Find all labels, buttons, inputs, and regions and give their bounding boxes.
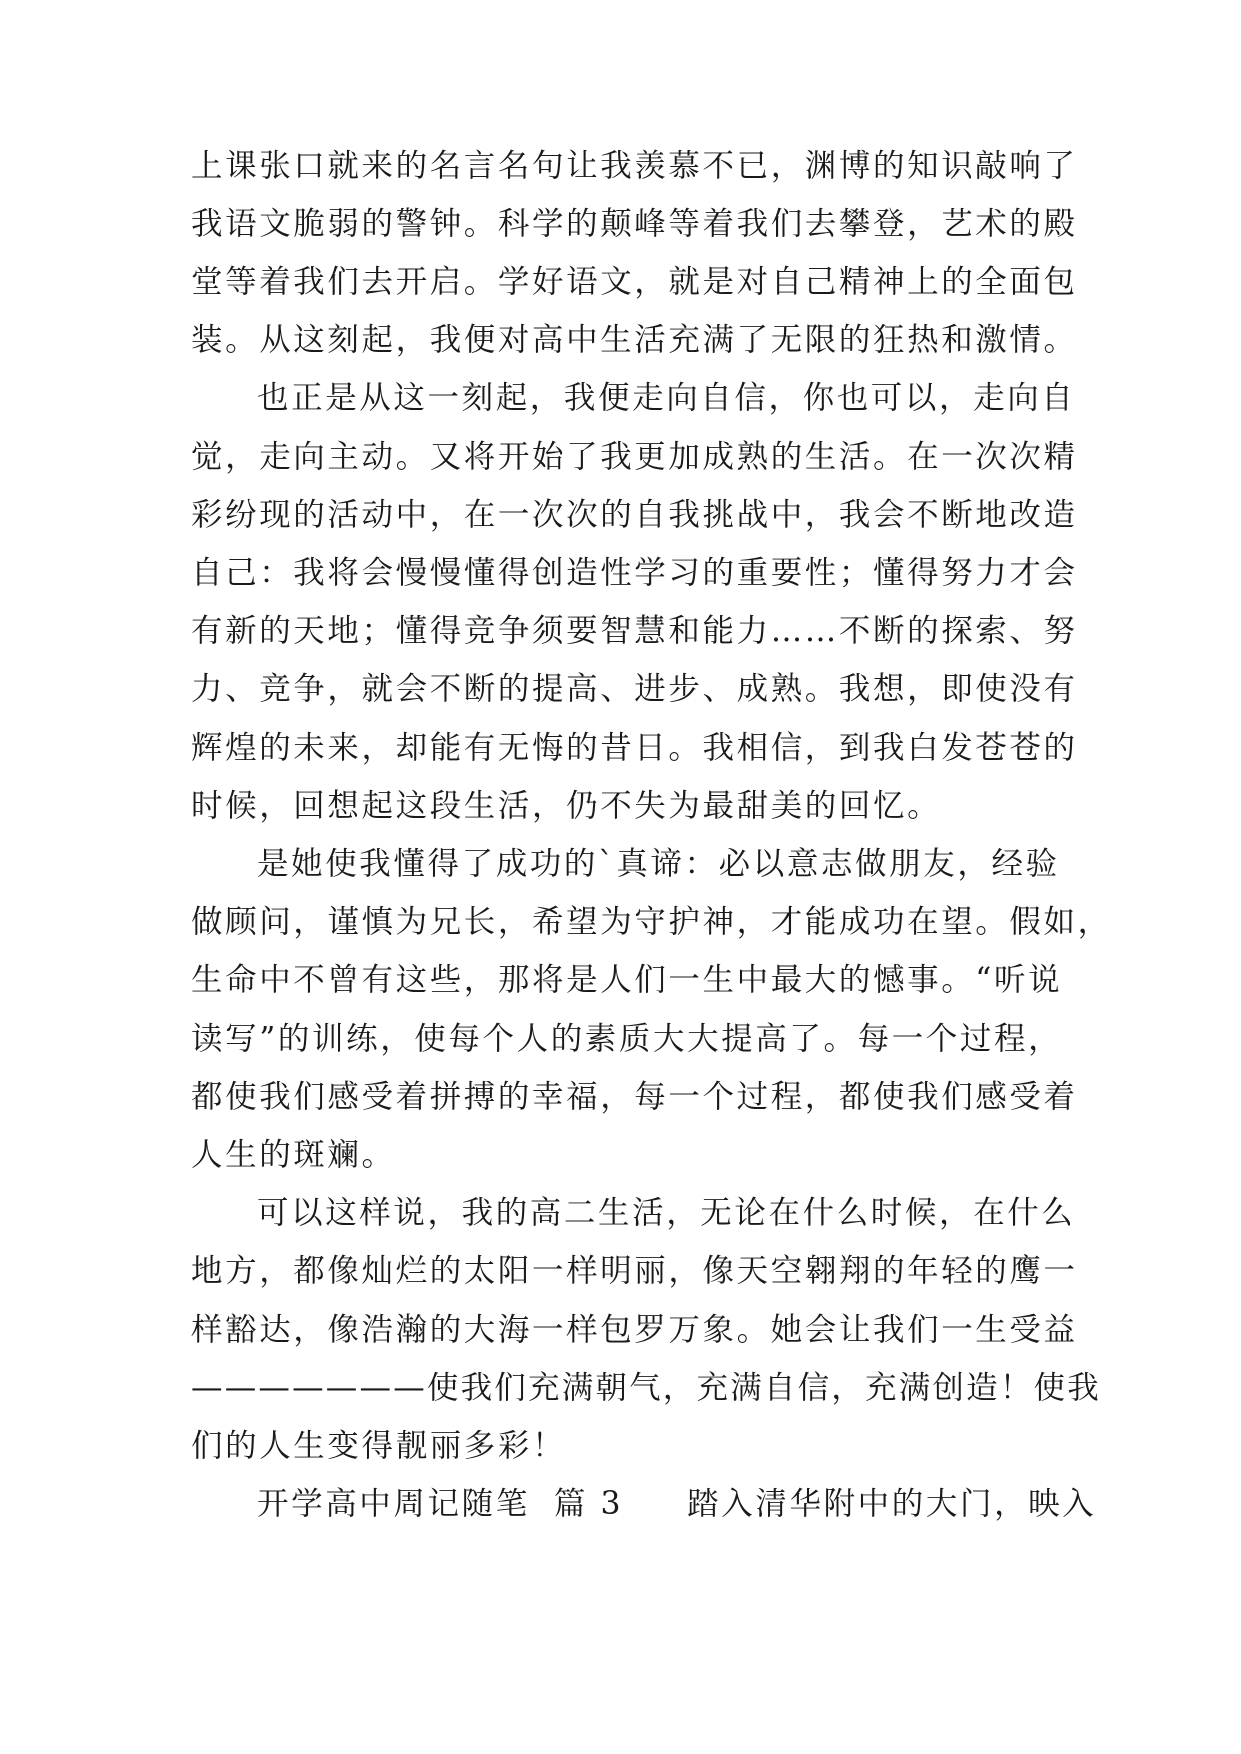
paragraph-first-line: 也正是从这一刻起，我便走向自信，你也可以，走向自 [257, 380, 1076, 416]
text-line: 觉，走向主动。又将开始了我更加成熟的生活。在一次次精 [191, 439, 1078, 475]
text-line: 时候，回想起这段生活，仍不失为最甜美的回忆。 [191, 788, 942, 824]
section-opening-text: 踏入清华附中的大门，映入 [687, 1486, 1097, 1522]
paragraph-first-line: 可以这样说，我的高二生活，无论在什么时候，在什么 [257, 1195, 1076, 1231]
text-line: 生命中不曾有这些，那将是人们一生中最大的憾事。“听说 [191, 962, 1063, 998]
text-line: 装。从这刻起，我便对高中生活充满了无限的狂热和激情。 [191, 322, 1078, 358]
section-title: 开学高中周记随笔 [257, 1486, 530, 1522]
text-line: 我语文脆弱的警钟。科学的颠峰等着我们去攀登，艺术的殿 [191, 206, 1078, 242]
text-line: ———————使我们充满朝气，充满自信，充满创造！使我 [191, 1370, 1101, 1406]
text-line: 都使我们感受着拼搏的幸福，每一个过程，都使我们感受着 [191, 1079, 1078, 1115]
section-heading-line [257, 1474, 1137, 1534]
text-line: 自己：我将会慢慢懂得创造性学习的重要性；懂得努力才会 [191, 555, 1078, 591]
text-line: 读写”的训练，使每个人的素质大大提高了。每一个过程， [191, 1021, 1063, 1057]
text-line: 们的人生变得靓丽多彩！ [191, 1428, 567, 1464]
text-line: 力、竞争，就会不断的提高、进步、成熟。我想，即使没有 [191, 671, 1078, 707]
text-line: 辉煌的未来，却能有无悔的昔日。我相信，到我白发苍苍的 [191, 730, 1078, 766]
section-number: 篇 3 [553, 1486, 624, 1522]
text-line: 做顾问，谨慎为兄长，希望为守护神，才能成功在望。假如， [191, 904, 1112, 940]
text-line: 人生的斑斓。 [191, 1137, 396, 1173]
text-line: 彩纷现的活动中，在一次次的自我挑战中，我会不断地改造 [191, 497, 1078, 533]
paragraph-first-line: 是她使我懂得了成功的`真谛：必以意志做朋友，经验 [257, 846, 1060, 882]
text-line: 地方，都像灿烂的太阳一样明丽，像天空翱翔的年轻的鹰一 [191, 1253, 1078, 1289]
text-line: 堂等着我们去开启。学好语文，就是对自己精神上的全面包 [191, 264, 1078, 300]
text-line: 上课张口就来的名言名句让我羡慕不已，渊博的知识敲响了 [191, 148, 1078, 184]
text-line: 样豁达，像浩瀚的大海一样包罗万象。她会让我们一生受益 [191, 1312, 1078, 1348]
text-line: 有新的天地；懂得竞争须要智慧和能力……不断的探索、努 [191, 613, 1078, 649]
